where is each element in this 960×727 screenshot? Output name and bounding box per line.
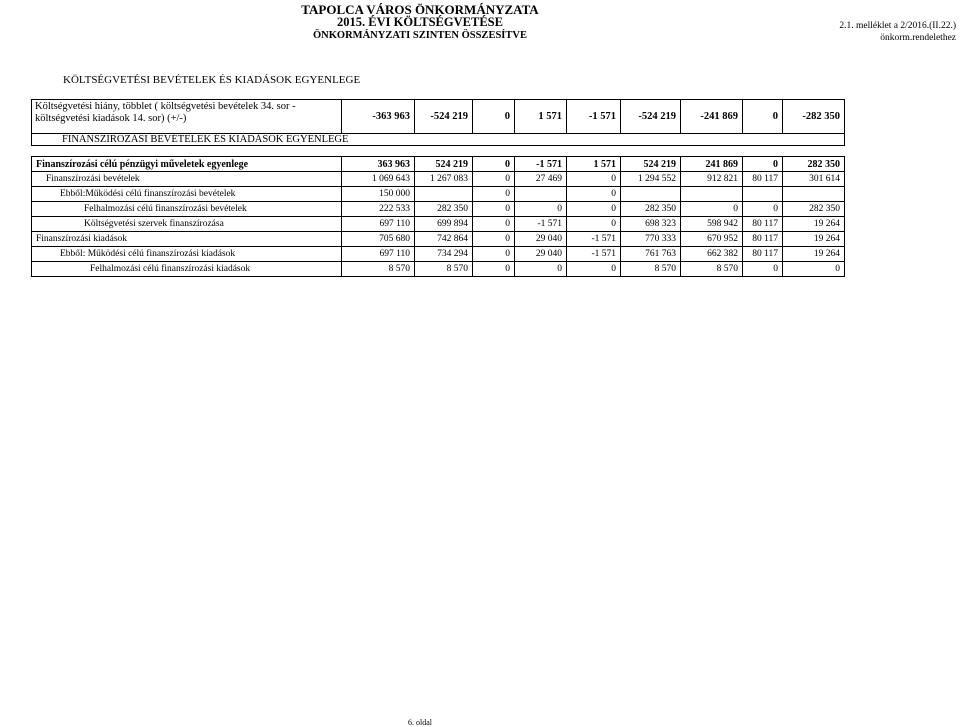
- deficit-row: [32, 100, 845, 134]
- value-cell: 0: [567, 217, 621, 232]
- value-cell: 19 264: [783, 247, 845, 262]
- value-cell: -1 571: [567, 100, 621, 134]
- value-cell: 697 110: [342, 217, 415, 232]
- decree-reference: önkorm.rendelethez: [880, 33, 956, 43]
- value-cell: -524 219: [415, 100, 473, 134]
- value-cell: 524 219: [415, 157, 473, 172]
- value-cell: -1 571: [515, 157, 567, 172]
- value-cell: -282 350: [783, 100, 845, 134]
- document-header: [250, 3, 590, 42]
- value-cell: [621, 187, 681, 202]
- subtitle-row: [32, 134, 845, 146]
- value-cell: 301 614: [783, 172, 845, 187]
- value-cell: 1 571: [515, 100, 567, 134]
- row-label: Finanszírozási kiadások: [32, 232, 342, 247]
- table-row: [32, 187, 845, 202]
- budget-year-title: 2015. ÉVI KÖLTSÉGVETÉSE: [337, 15, 503, 29]
- value-cell: 282 350: [783, 157, 845, 172]
- value-cell: 0: [743, 100, 783, 134]
- value-cell: 0: [743, 262, 783, 277]
- value-cell: 27 469: [515, 172, 567, 187]
- value-cell: 0: [473, 262, 515, 277]
- value-cell: -524 219: [621, 100, 681, 134]
- value-cell: 80 117: [743, 247, 783, 262]
- value-cell: 19 264: [783, 232, 845, 247]
- attachment-reference: [839, 20, 956, 44]
- value-cell: 705 680: [342, 232, 415, 247]
- table-row: [32, 232, 845, 247]
- value-cell: [783, 187, 845, 202]
- value-cell: 1 267 083: [415, 172, 473, 187]
- value-cell: 524 219: [621, 157, 681, 172]
- value-cell: 0: [567, 202, 621, 217]
- value-cell: [681, 187, 743, 202]
- table-row: [32, 262, 845, 277]
- value-cell: 282 350: [783, 202, 845, 217]
- value-cell: 282 350: [621, 202, 681, 217]
- value-cell: 80 117: [743, 217, 783, 232]
- value-cell: 598 942: [681, 217, 743, 232]
- table-row: [32, 157, 845, 172]
- row-label: Költségvetési szervek finanszírozása: [32, 217, 342, 232]
- value-cell: 0: [473, 157, 515, 172]
- value-cell: 734 294: [415, 247, 473, 262]
- row-label: Felhalmozási célú finanszírozási bevételek: [32, 202, 342, 217]
- value-cell: -1 571: [567, 247, 621, 262]
- value-cell: 0: [567, 187, 621, 202]
- value-cell: 1 294 552: [621, 172, 681, 187]
- value-cell: 150 000: [342, 187, 415, 202]
- value-cell: 0: [473, 202, 515, 217]
- value-cell: [415, 187, 473, 202]
- value-cell: 8 570: [681, 262, 743, 277]
- value-cell: 0: [473, 232, 515, 247]
- municipality-title: TAPOLCA VÁROS ÖNKORMÁNYZATA: [301, 2, 539, 17]
- value-cell: 0: [567, 172, 621, 187]
- row-label: Finanszírozási célú pénzügyi műveletek egyenlege: [32, 157, 342, 172]
- value-cell: 761 763: [621, 247, 681, 262]
- value-cell: 8 570: [621, 262, 681, 277]
- value-cell: 0: [473, 217, 515, 232]
- value-cell: 699 894: [415, 217, 473, 232]
- value-cell: 8 570: [415, 262, 473, 277]
- value-cell: [743, 187, 783, 202]
- value-cell: 742 864: [415, 232, 473, 247]
- table-row: [32, 172, 845, 187]
- value-cell: 363 963: [342, 157, 415, 172]
- value-cell: 222 533: [342, 202, 415, 217]
- value-cell: 19 264: [783, 217, 845, 232]
- financing-subtitle: FINANSZÍROZÁSI BEVÉTELEK ÉS KIADÁSOK EGYENLEGE: [62, 134, 349, 145]
- value-cell: 0: [473, 172, 515, 187]
- value-cell: 241 869: [681, 157, 743, 172]
- row-label: Ebből:Működési célú finanszírozási bevételek: [32, 187, 342, 202]
- summary-level-title: ÖNKORMÁNYZATI SZINTEN ÖSSZESÍTVE: [313, 30, 527, 41]
- value-cell: 80 117: [743, 172, 783, 187]
- value-cell: 912 821: [681, 172, 743, 187]
- value-cell: 0: [783, 262, 845, 277]
- row-label: Felhalmozási célú finanszírozási kiadások: [32, 262, 342, 277]
- value-cell: 0: [473, 247, 515, 262]
- value-cell: 770 333: [621, 232, 681, 247]
- value-cell: 0: [567, 262, 621, 277]
- balance-summary-table: [31, 99, 845, 146]
- value-cell: [515, 187, 567, 202]
- value-cell: 8 570: [342, 262, 415, 277]
- value-cell: 0: [743, 157, 783, 172]
- value-cell: 670 952: [681, 232, 743, 247]
- value-cell: 1 069 643: [342, 172, 415, 187]
- value-cell: 29 040: [515, 247, 567, 262]
- value-cell: 0: [743, 202, 783, 217]
- table-row: [32, 247, 845, 262]
- value-cell: 282 350: [415, 202, 473, 217]
- attachment-number: 2.1. melléklet a 2/2016.(II.22.): [839, 21, 956, 31]
- value-cell: 0: [473, 100, 515, 134]
- financing-table: [31, 156, 845, 277]
- value-cell: 0: [473, 187, 515, 202]
- value-cell: 662 382: [681, 247, 743, 262]
- value-cell: 1 571: [567, 157, 621, 172]
- page-number: 6. oldal: [408, 718, 432, 727]
- value-cell: -363 963: [342, 100, 415, 134]
- row-label: Finanszírozási bevételek: [32, 172, 342, 187]
- table-row: [32, 202, 845, 217]
- row-label: Ebből: Működési célú finanszírozási kiadások: [32, 247, 342, 262]
- value-cell: 0: [515, 202, 567, 217]
- value-cell: 0: [515, 262, 567, 277]
- value-cell: -1 571: [567, 232, 621, 247]
- deficit-label: Költségvetési hiány, többlet ( költségvetési bevételek 34. sor - költségvetési kiadások 14. sor) (+/-): [32, 100, 342, 134]
- table-row: [32, 217, 845, 232]
- value-cell: 697 110: [342, 247, 415, 262]
- value-cell: 0: [681, 202, 743, 217]
- section-title: KÖLTSÉGVETÉSI BEVÉTELEK ÉS KIADÁSOK EGYENLEGE: [63, 74, 361, 86]
- value-cell: -241 869: [681, 100, 743, 134]
- value-cell: 29 040: [515, 232, 567, 247]
- value-cell: -1 571: [515, 217, 567, 232]
- value-cell: 698 323: [621, 217, 681, 232]
- value-cell: 80 117: [743, 232, 783, 247]
